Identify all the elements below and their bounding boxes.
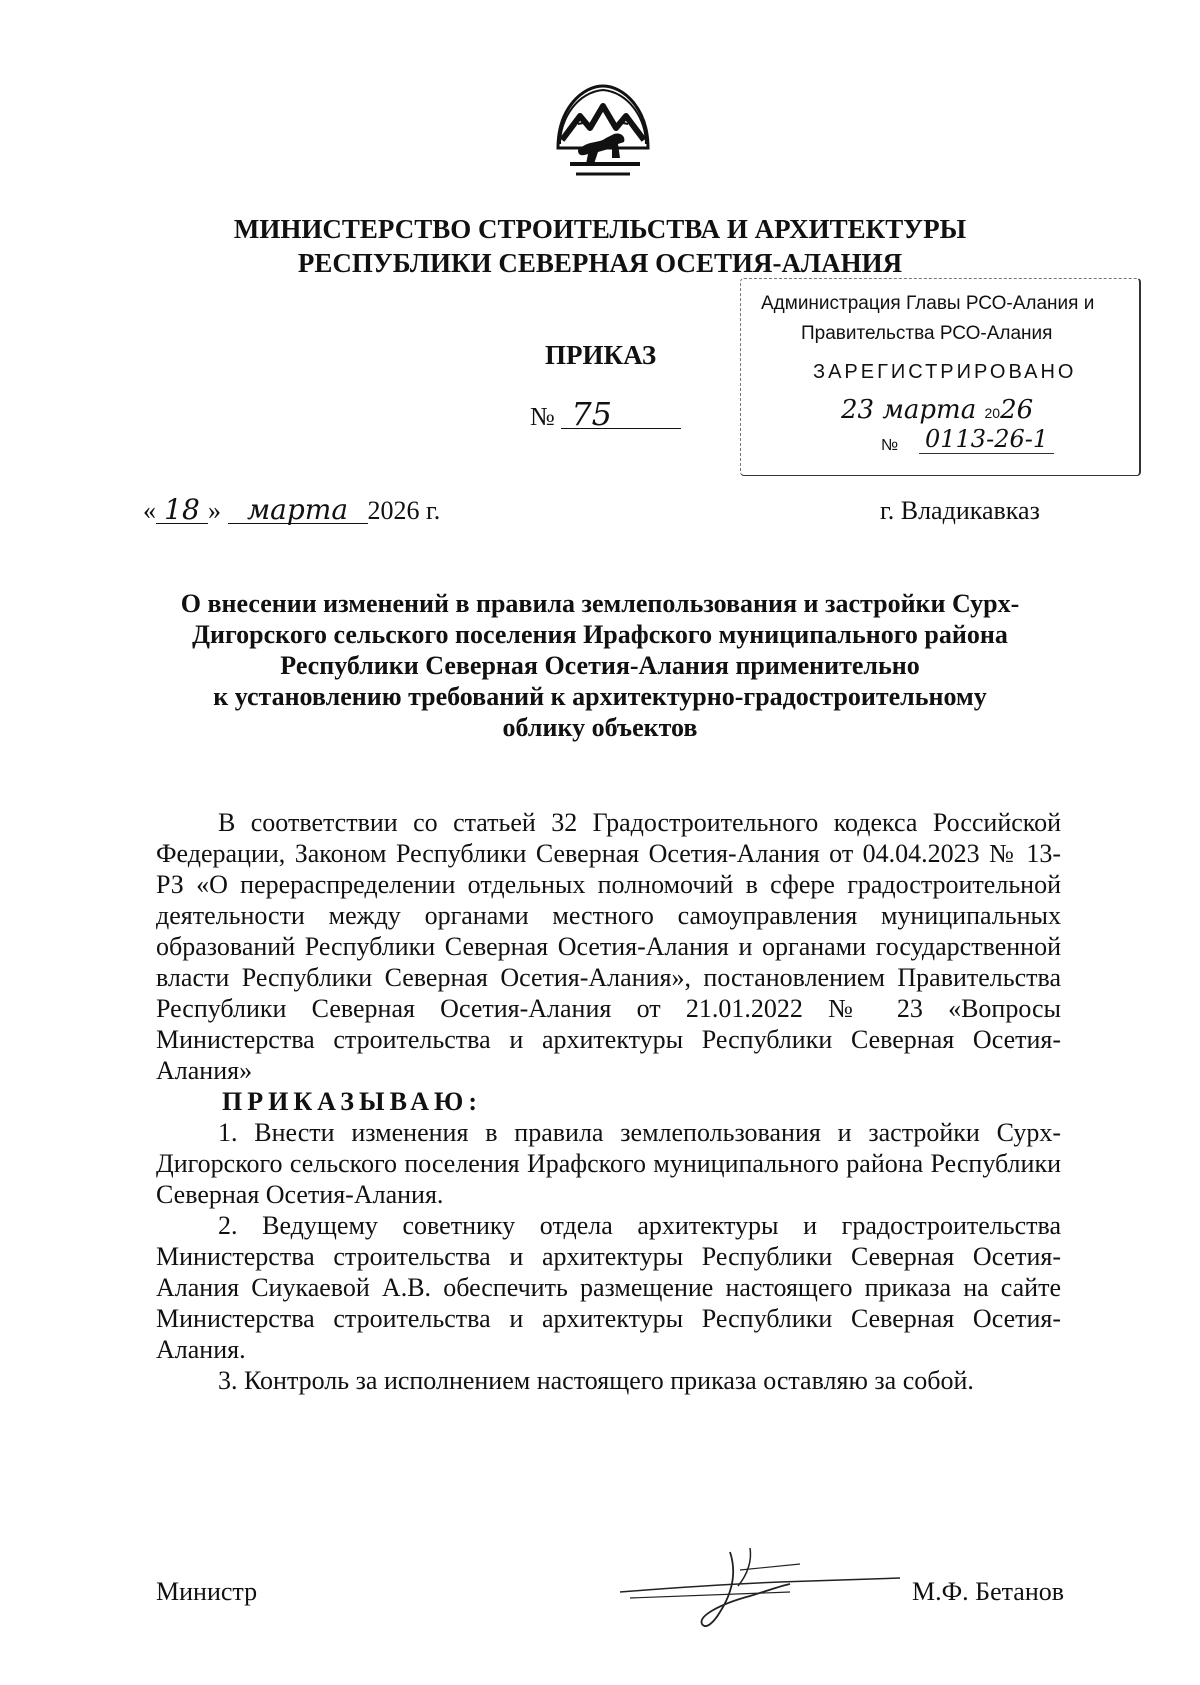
order-date (143, 493, 441, 526)
order-body (156, 807, 1061, 1396)
stamp-number: 0113-26-1 (919, 425, 1054, 454)
ministry-name (150, 212, 1050, 280)
date-open-quote: « (143, 496, 156, 525)
stamp-date-year-suffix: 26 (1000, 395, 1034, 425)
stamp-line-1: Администрация Главы РСО-Алания и (761, 293, 1095, 314)
ministry-line-2: РЕСПУБЛИКИ СЕВЕРНАЯ ОСЕТИЯ-АЛАНИЯ (297, 248, 903, 278)
command-heading: ПРИКАЗЫВАЮ: (222, 1087, 482, 1116)
subject-line-4: к установлению требований к архитектурно-градостроительному (213, 682, 987, 711)
stamp-date-day: 23 (841, 395, 875, 425)
order-city: г. Владикавказ (880, 496, 1040, 525)
coat-of-arms-emblem (548, 78, 658, 188)
stamp-registered: ЗАРЕГИСТРИРОВАНО (813, 361, 1077, 383)
subject-line-2: Дигорского сельского поселения Ирафского муниципального района (192, 620, 1008, 649)
order-item-2: 2. Ведущему советнику отдела архитектуры и градостроительства Министерства строительства и архитектуры Республики Северная Осетия-Алания Сиукаевой А.В. обеспечить размещение настоящего приказа на сайте Министерства строительства и архитектуры Республики Северная Осетия-Алания. (156, 1211, 1061, 1364)
stamp-date (841, 395, 1033, 425)
order-number-value: 75 (561, 400, 681, 429)
order-item-1: 1. Внести изменения в правила землепользования и застройки Сурх-Дигорского сельского поселения Ирафского муниципального района Республики Северная Осетия-Алания. (156, 1118, 1061, 1209)
order-date-day: 18 (156, 497, 208, 524)
order-number-label: № (530, 402, 555, 431)
stamp-number-label: № (881, 437, 899, 454)
order-date-year: 2026 г. (367, 496, 441, 525)
ministry-line-1: МИНИСТЕРСТВО СТРОИТЕЛЬСТВА И АРХИТЕКТУРЫ (233, 214, 967, 244)
registration-stamp (740, 278, 1141, 476)
handwritten-signature (610, 1540, 910, 1640)
subject-line-3: Республики Северная Осетия-Алания применительно (280, 651, 920, 680)
subject-line-1: О внесении изменений в правила землепользования и застройки Сурх- (180, 589, 1020, 618)
subject-line-5: облику объектов (502, 713, 698, 742)
order-date-month: марта (228, 497, 368, 524)
stamp-line-2: Правительства РСО-Алания (801, 323, 1053, 344)
signer-position: Министр (156, 1577, 258, 1606)
order-number (530, 395, 681, 433)
signer-name: М.Ф. Бетанов (912, 1577, 1065, 1606)
stamp-date-year-prefix: 20 (984, 405, 1001, 421)
order-item-3: 3. Контроль за исполнением настоящего приказа оставляю за собой. (218, 1366, 974, 1395)
date-close-quote: » (208, 496, 221, 525)
order-subject (150, 588, 1050, 743)
stamp-date-month: марта (882, 395, 977, 425)
preamble-paragraph: В соответствии со статьей 32 Градостроительного кодекса Российской Федерации, Законом Республики Северная Осетия-Алания от 04.04.2023 № 13-РЗ «О перераспределении отдельных полномочий в сфере градостроительной деятельности между органами местного самоуправления муниципальных образований Республики Северная Осетия-Алания и органами государственной власти Республики Северная Осетия-Алания», постановлением Правительства Республики Северная Осетия-Алания от 21.01.2022 № 23 «Вопросы Министерства строительства и архитектуры Республики Северная Осетия-Алания» (156, 808, 1061, 1085)
document-type-title: ПРИКАЗ (545, 340, 657, 370)
